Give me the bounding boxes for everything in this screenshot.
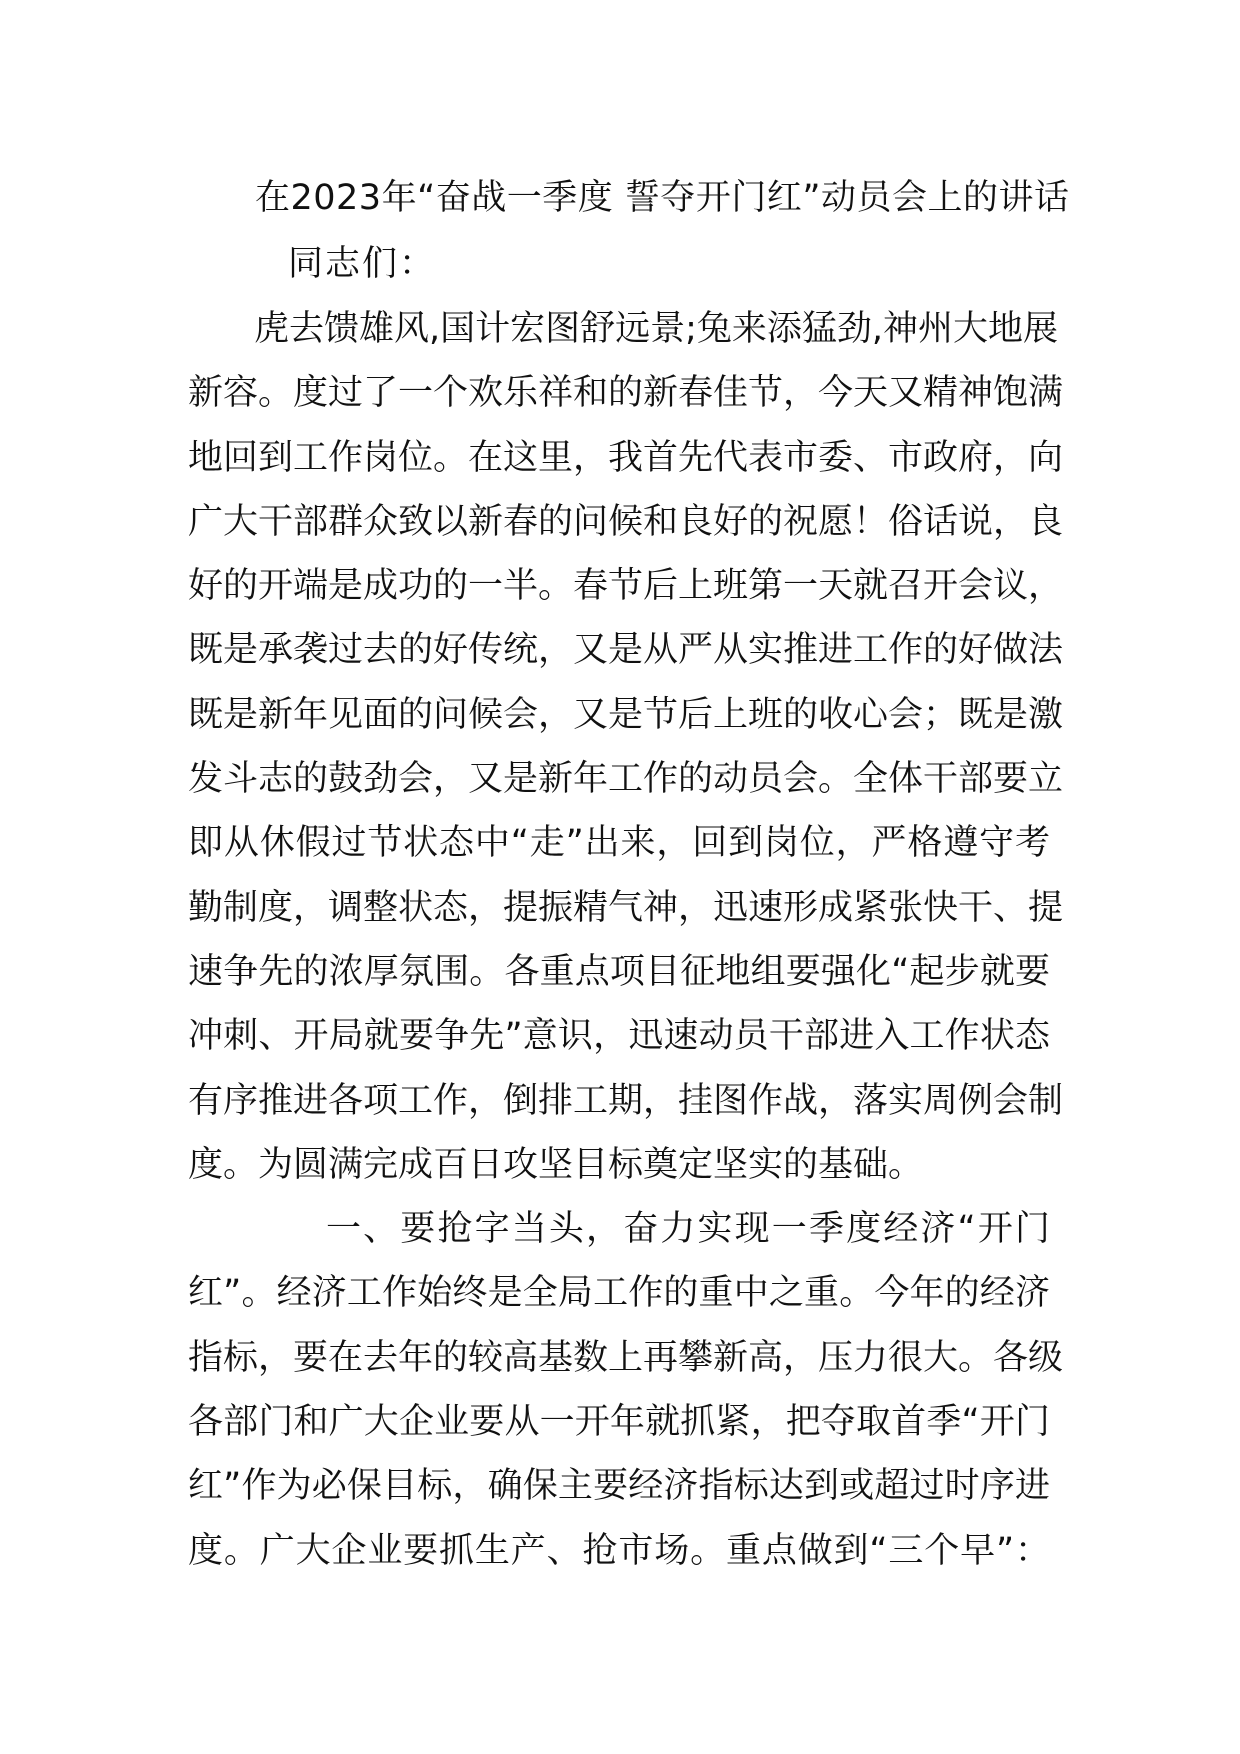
body-line: 地回到工作岗位。在这里，我首先代表市委、市政府，向 xyxy=(188,437,1064,478)
body-line: 度。广大企业要抓生产、抢市场。重点做到“三个早”： xyxy=(188,1530,1050,1571)
body-line: 好的开端是成功的一半。春节后上班第一天就召开会议， xyxy=(188,566,1064,607)
body-line: 度。为圆满完成百日攻坚目标奠定坚实的基础。 xyxy=(188,1144,924,1185)
body-line: 既是承袭过去的好传统，又是从严从实推进工作的好做法 xyxy=(188,630,1064,671)
body-line: 广大干部群众致以新春的问候和良好的祝愿！俗话说，良 xyxy=(188,501,1064,542)
body-line: 发斗志的鼓劲会，又是新年工作的动员会。全体干部要立 xyxy=(188,759,1064,800)
document-body xyxy=(188,303,1064,1589)
body-line: 红”作为必保目标，确保主要经济指标达到或超过时序进 xyxy=(188,1466,1050,1507)
body-line: 勤制度，调整状态，提振精气神，迅速形成紧张快干、提 xyxy=(188,887,1064,928)
body-line: 即从休假过节状态中“走”出来，回到岗位，严格遵守考 xyxy=(188,823,1050,864)
body-line: 有序推进各项工作，倒排工期，挂图作战，落实周例会制 xyxy=(188,1080,1064,1121)
body-line: 虎去馈雄风,国计宏图舒远景;兔来添猛劲,神州大地展 xyxy=(254,309,1059,349)
body-line: 各部门和广大企业要从一开年就抓紧，把夺取首季“开门 xyxy=(188,1402,1050,1443)
document-title: 在2023年“奋战一季度 誓夺开门红”动员会上的讲话 xyxy=(255,178,1070,218)
body-line: 既是新年见面的问候会，又是节后上班的收心会；既是激 xyxy=(188,694,1064,735)
section-heading-line: 一、要抢字当头，奋力实现一季度经济“开门 xyxy=(326,1209,1050,1250)
body-line: 新容。度过了一个欢乐祥和的新春佳节，今天又精神饱满 xyxy=(188,373,1064,414)
salutation: 同志们： xyxy=(288,244,437,284)
body-line: 速争先的浓厚氛围。各重点项目征地组要强化“起步就要 xyxy=(188,951,1050,992)
body-line: 红”。经济工作始终是全局工作的重中之重。今年的经济 xyxy=(188,1273,1050,1314)
body-line: 冲刺、开局就要争先”意识，迅速动员干部进入工作状态 xyxy=(188,1016,1050,1057)
body-line: 指标，要在去年的较高基数上再攀新高，压力很大。各级 xyxy=(188,1337,1064,1378)
